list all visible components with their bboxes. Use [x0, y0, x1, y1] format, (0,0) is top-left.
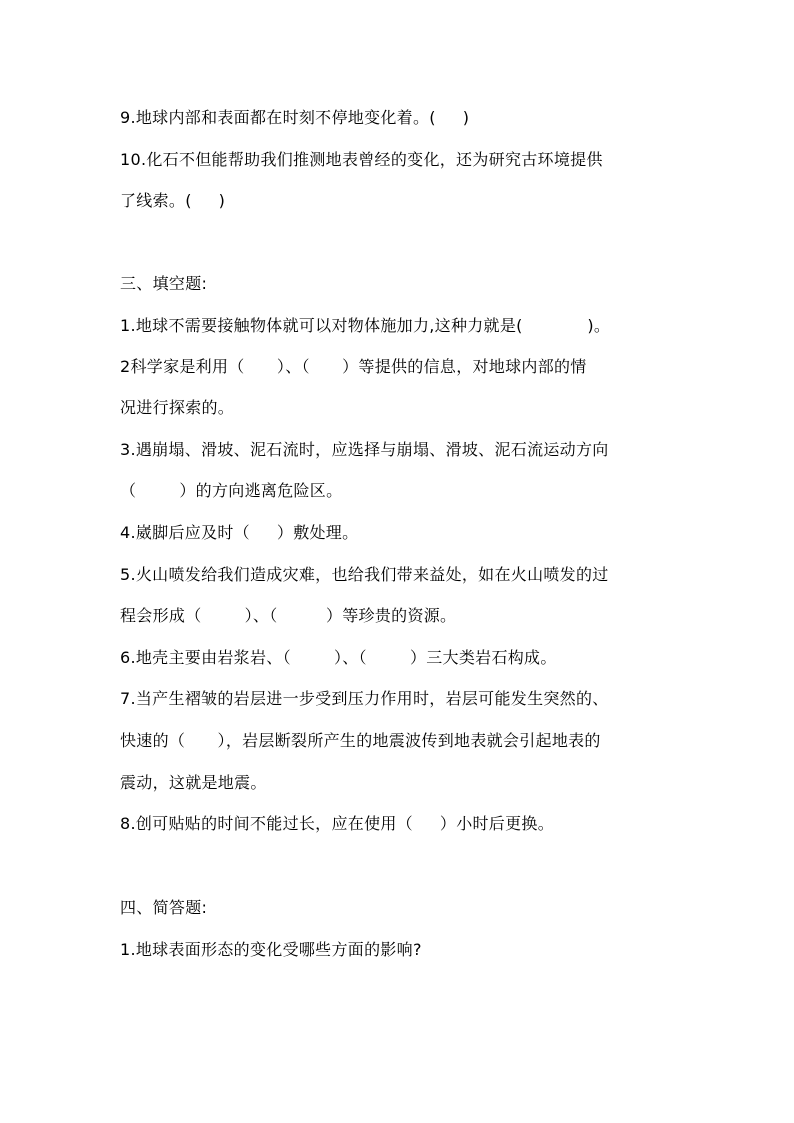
fill-blank-5: 5.火山喷发给我们造成灾难，也给我们带来益处，如在火山喷发的过	[120, 565, 609, 584]
fill-blank-2-continued: 况进行探索的。	[120, 398, 235, 417]
section-heading-short-answer: 四、简答题:	[120, 898, 208, 917]
fill-blank-7-end: 震动，这就是地震。	[120, 773, 267, 792]
section-heading-fill-blank: 三、填空题:	[120, 274, 208, 293]
fill-blank-4: 4.崴脚后应及时（ ）敷处理。	[120, 523, 359, 542]
question-10: 10.化石不但能帮助我们推测地表曾经的变化，还为研究古环境提供	[120, 150, 603, 169]
short-answer-1: 1.地球表面形态的变化受哪些方面的影响?	[120, 940, 422, 959]
fill-blank-1: 1.地球不需要接触物体就可以对物体施加力,这种力就是( )。	[120, 316, 611, 335]
question-10-continued: 了线索。( )	[120, 191, 226, 210]
fill-blank-3: 3.遇崩塌、滑坡、泥石流时，应选择与崩塌、滑坡、泥石流运动方向	[120, 440, 609, 459]
fill-blank-6: 6.地壳主要由岩浆岩、（ ）、（ ）三大类岩石构成。	[120, 648, 557, 667]
question-9: 9.地球内部和表面都在时刻不停地变化着。( )	[120, 108, 470, 127]
fill-blank-7-continued: 快速的（ ），岩层断裂所产生的地震波传到地表就会引起地表的	[120, 731, 601, 750]
fill-blank-3-continued: （ ）的方向逃离危险区。	[120, 481, 343, 500]
fill-blank-2: 2科学家是利用（ ）、（ ）等提供的信息，对地球内部的情	[120, 357, 587, 376]
fill-blank-7: 7.当产生褶皱的岩层进一步受到压力作用时，岩层可能发生突然的、	[120, 689, 609, 708]
fill-blank-8: 8.创可贴贴的时间不能过长，应在使用（ ）小时后更换。	[120, 814, 554, 833]
fill-blank-5-continued: 程会形成（ ）、（ ）等珍贵的资源。	[120, 606, 457, 625]
